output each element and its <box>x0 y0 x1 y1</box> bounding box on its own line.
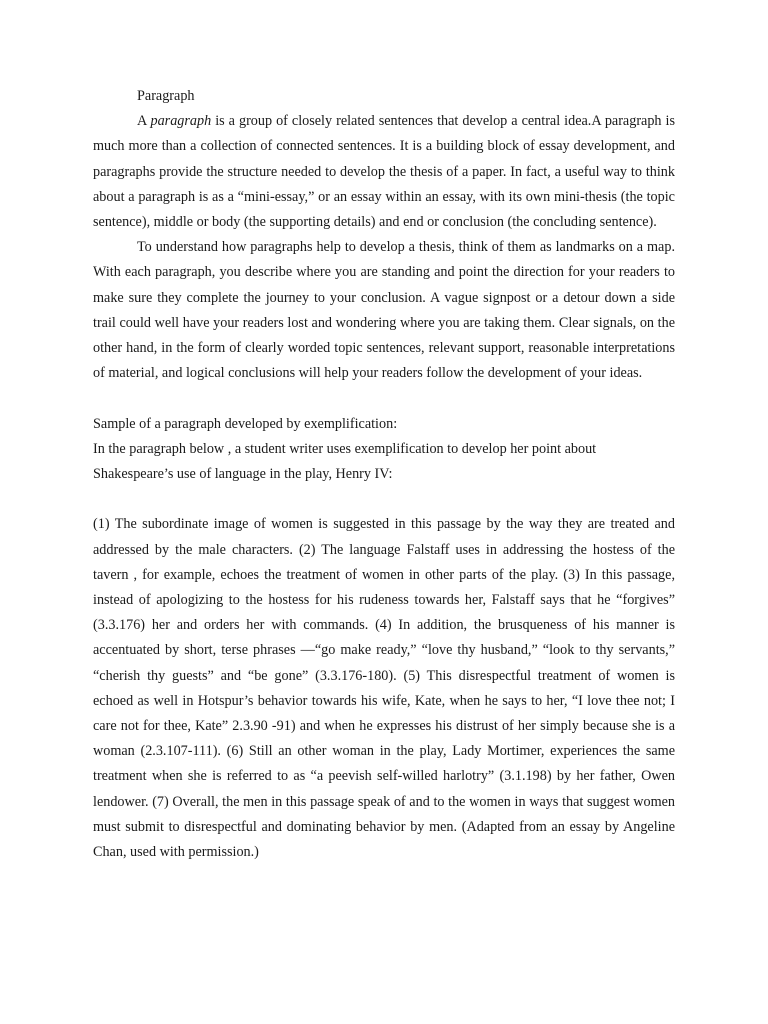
document-title: Paragraph <box>137 88 195 104</box>
spacer <box>93 487 675 512</box>
intro-paragraph <box>93 109 675 235</box>
sample-paragraph: (1) The subordinate image of women is suggested in this passage by the way they are treated and addressed by the male characters. (2) The language Falstaff uses in addressing the hostess of the tavern , for example, echoes the treatment of women in other parts of the play. (3) In this passage, instead of apologizing to the hostess for his rudeness towards her, Falstaff says that he “forgives” (3.3.176) her and orders her with commands. (4) In addition, the brusqueness of his manner is accentuated by short, terse phrases —“go make ready,” “love thy husband,” “look to thy servants,” “cherish thy guests” and “be gone” (3.3.176-180). (5) This disrespectful treatment of women is echoed as well in Hotspur’s behavior towards his wife, Kate, when he says to her, “I love thee not; I care not for thee, Kate” 2.3.90 -91) and when he expresses his distrust of her simply because she is a woman (2.3.107-111). (6) Still an other woman in the play, Lady Mortimer, experiences the same treatment when she is referred to as “a peevish self-willed harlotry” (3.1.198) by her father, Owen lendower. (7) Overall, the men in this passage speak of and to the women in ways that suggest women must submit to disrespectful and dominating behavior by men. (Adapted from an essay by Angeline Chan, used with permission.) <box>93 516 675 861</box>
intro-lead: A <box>137 113 151 130</box>
spacer <box>93 386 675 411</box>
sample-heading: Sample of a paragraph developed by exemplification: <box>93 415 398 432</box>
document-page <box>93 84 675 865</box>
landmarks-paragraph: To understand how paragraphs help to develop a thesis, think of them as landmarks on a map. With each paragraph, you describe where you are standing and point the direction for your readers to make sure they complete the journey to your conclusion. A vague signpost or a detour down a side trail could well have your readers lost and wondering where you are taking them. Clear signals, on the other hand, in the form of clearly worded topic sentences, relevant support, reasonable interpretations of material, and logical conclusions will help your readers follow the development of your ideas. <box>93 239 675 382</box>
sample-intro: In the paragraph below , a student writer uses exemplification to develop her point about Shakespeare’s use of language in the play, Henry IV: <box>93 440 597 483</box>
intro-rest: is a group of closely related sentences that develop a central idea.A paragraph is much more than a collection of connected sentences. It is a building block of essay development, and paragraphs provide the structure needed to develop the thesis of a paper. In fact, a useful way to think about a paragraph is as a “mini-essay,” or an essay within an essay, with its own mini-thesis (the topic sentence), middle or body (the supporting details) and end or conclusion (the concluding sentence). <box>93 113 675 231</box>
intro-term: paragraph <box>150 113 212 130</box>
